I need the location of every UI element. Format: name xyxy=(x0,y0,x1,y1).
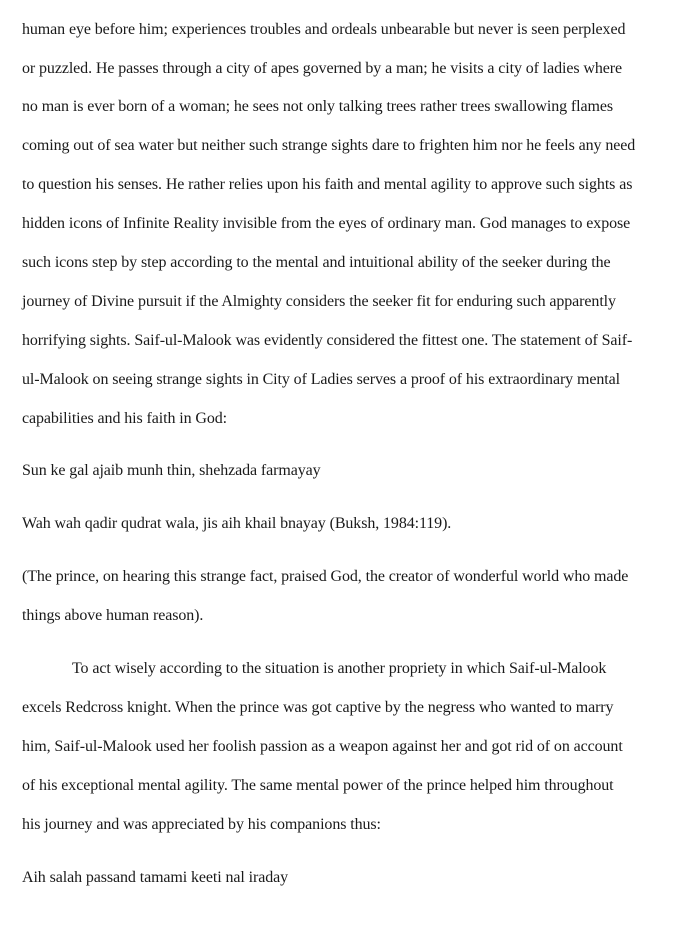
paragraph-line: hidden icons of Infinite Reality invisible from the eyes of ordinary man. God manages to expose xyxy=(22,215,631,232)
verse-line: Wah wah qadir qudrat wala, jis aih khail bnayay (Buksh, 1984:119). xyxy=(22,515,452,532)
paragraph-line: to question his senses. He rather relies upon his faith and mental agility to approve such sights as xyxy=(22,176,633,193)
paragraph-line: journey of Divine pursuit if the Almighty considers the seeker fit for enduring such apparently xyxy=(22,293,616,310)
translation-line: things above human reason). xyxy=(22,607,204,624)
paragraph-line: his journey and was appreciated by his companions thus: xyxy=(22,816,381,833)
paragraph-line: him, Saif-ul-Malook used her foolish passion as a weapon against her and got rid of on account xyxy=(22,738,623,755)
verse-line: Sun ke gal ajaib munh thin, shehzada farmayay xyxy=(22,462,321,479)
paragraph-line: capabilities and his faith in God: xyxy=(22,410,227,427)
paragraph-line: To act wisely according to the situation is another propriety in which Saif-ul-Malook xyxy=(72,660,607,677)
paragraph-line: such icons step by step according to the mental and intuitional ability of the seeker during the xyxy=(22,254,611,271)
paragraph-line: of his exceptional mental agility. The same mental power of the prince helped him throughout xyxy=(22,777,614,794)
paragraph-line: human eye before him; experiences troubles and ordeals unbearable but never is seen perplexed xyxy=(22,21,626,38)
paragraph-line: coming out of sea water but neither such strange sights dare to frighten him nor he feels any need xyxy=(22,137,636,154)
paragraph-line: or puzzled. He passes through a city of apes governed by a man; he visits a city of ladies where xyxy=(22,60,622,77)
paragraph-line: excels Redcross knight. When the prince was got captive by the negress who wanted to marry xyxy=(22,699,614,716)
paragraph-line: horrifying sights. Saif-ul-Malook was evidently considered the fittest one. The statement of Saif- xyxy=(22,332,633,349)
translation-line: (The prince, on hearing this strange fact, praised God, the creator of wonderful world who made xyxy=(22,568,629,585)
paragraph-line: no man is ever born of a woman; he sees not only talking trees rather trees swallowing flames xyxy=(22,98,613,115)
paragraph-line: ul-Malook on seeing strange sights in City of Ladies serves a proof of his extraordinary mental xyxy=(22,371,620,388)
verse-line: Aih salah passand tamami keeti nal iraday xyxy=(22,869,289,886)
